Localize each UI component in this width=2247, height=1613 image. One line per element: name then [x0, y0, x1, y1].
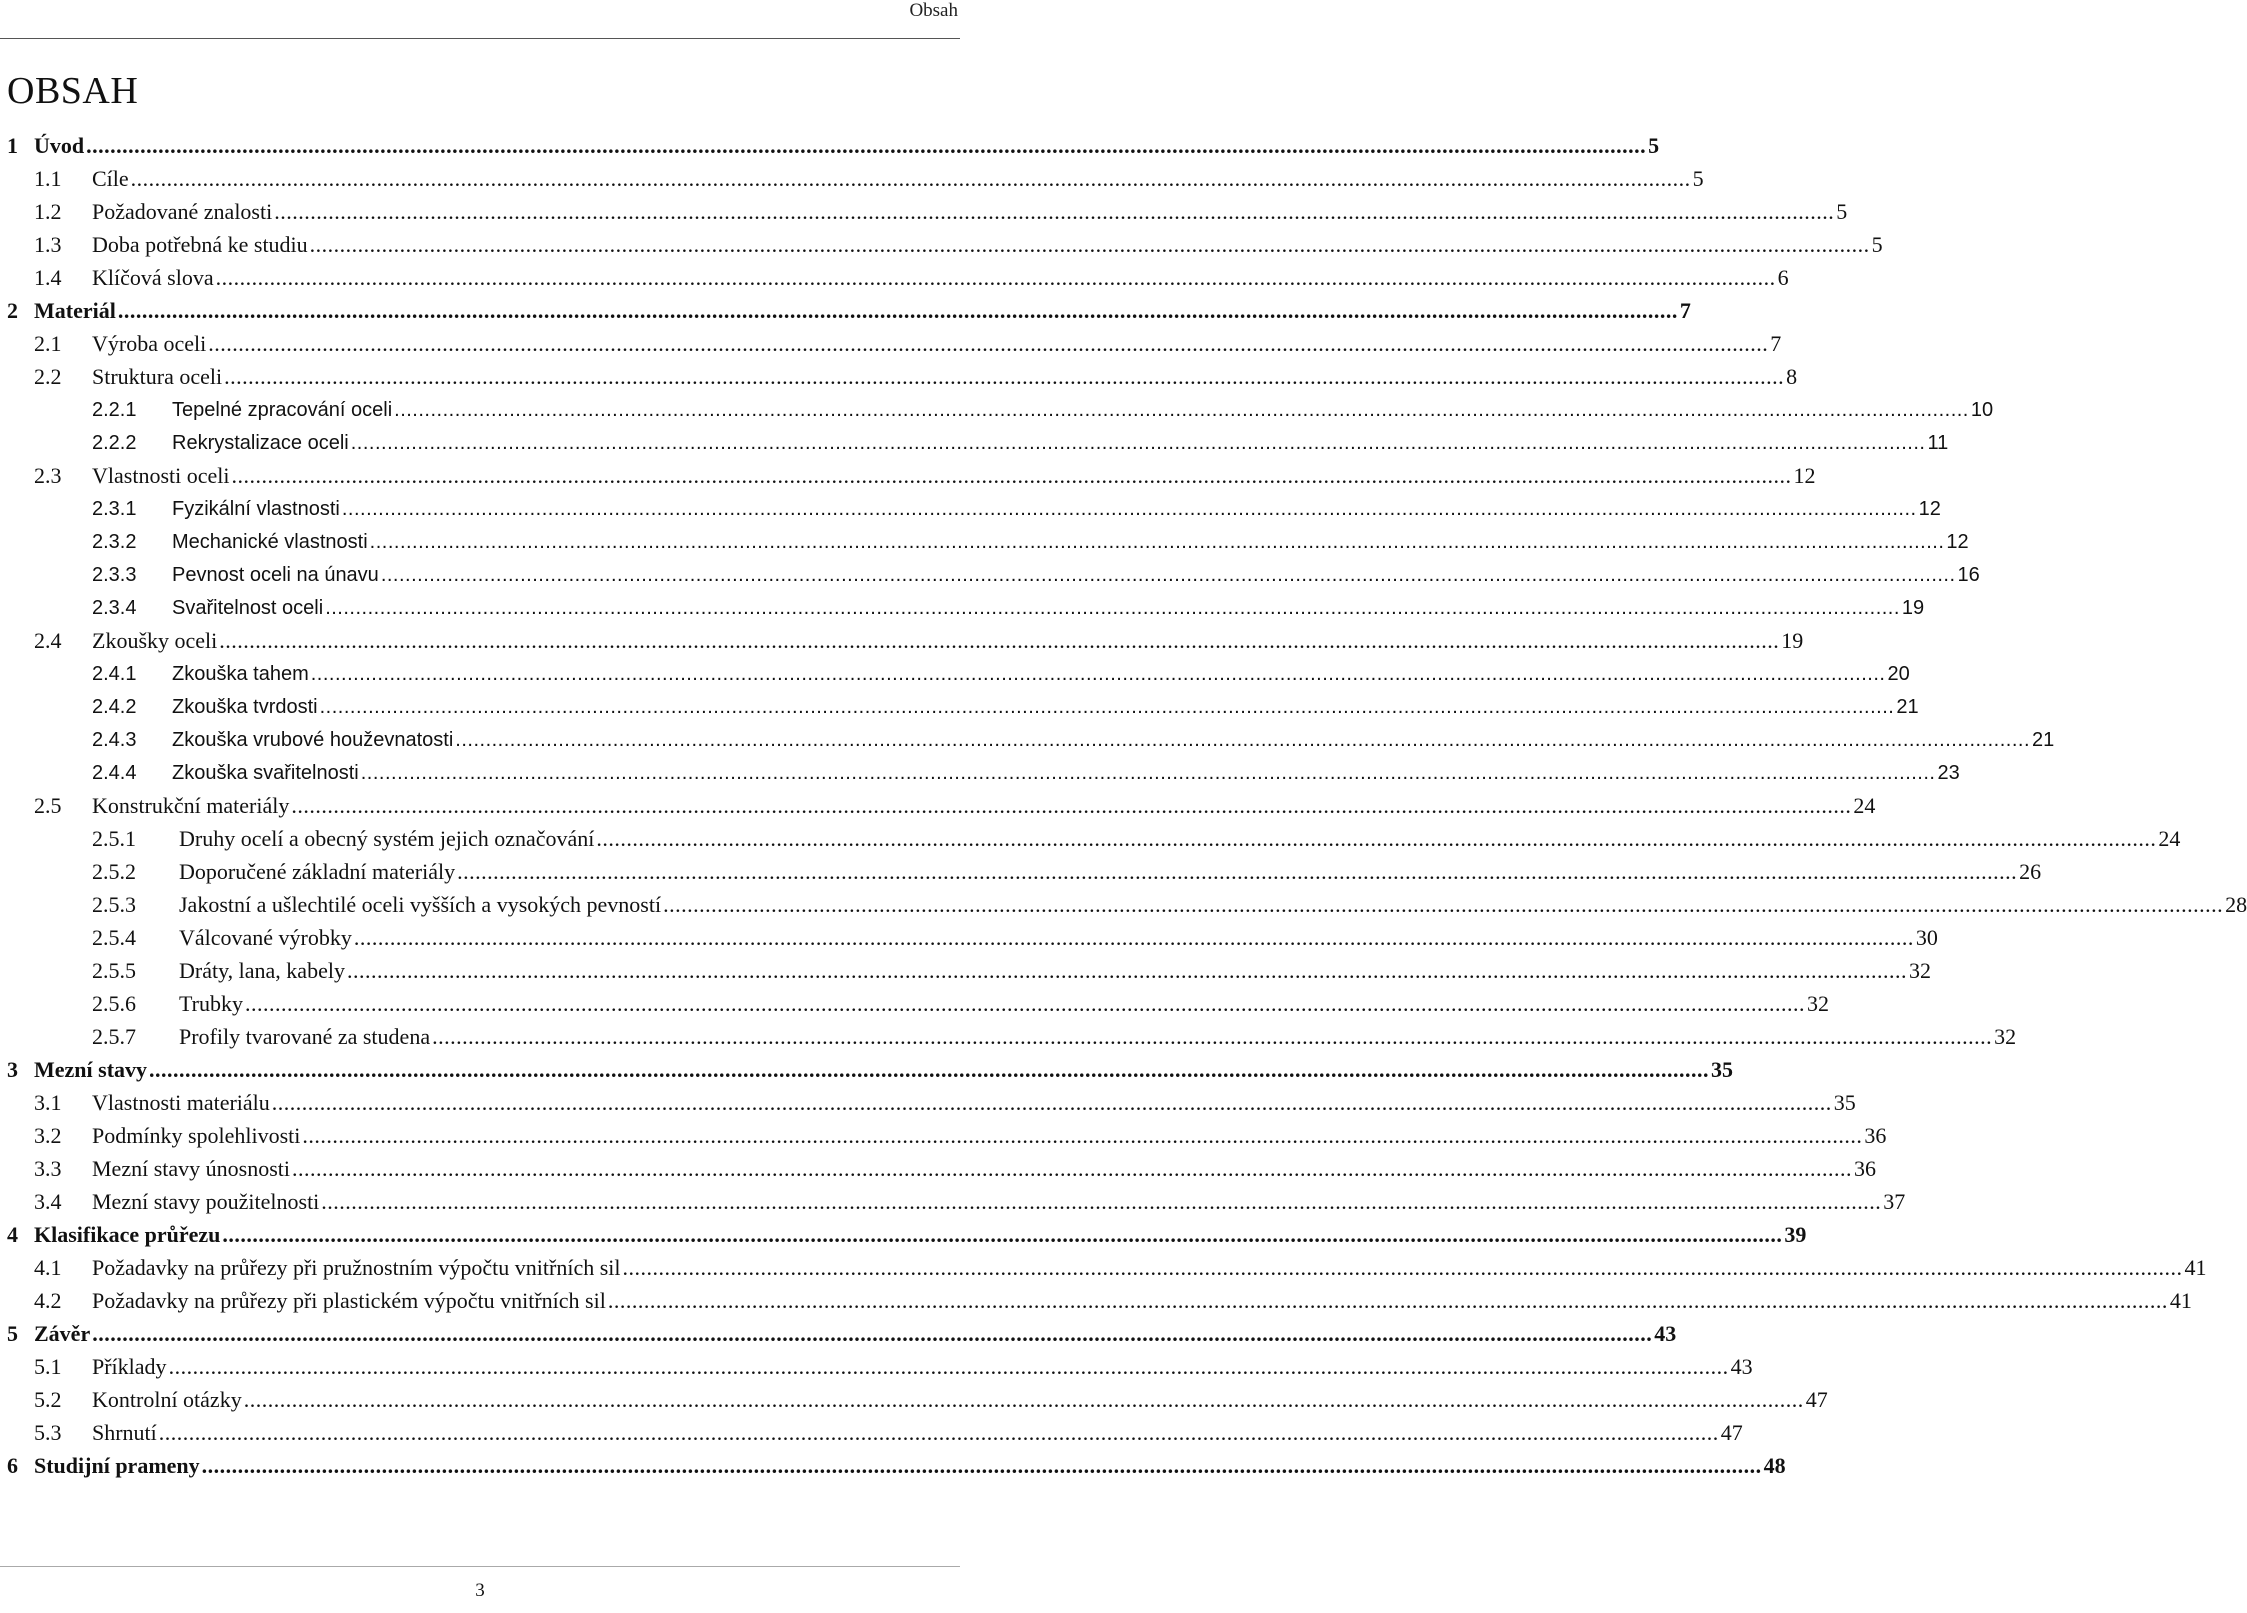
dot-leader: ....................................................................................................................................................................................................................................................................	[130, 166, 1691, 191]
toc-entry[interactable]	[7, 922, 1938, 954]
toc-entry[interactable]	[7, 1186, 1906, 1218]
toc-entry-number: 6	[7, 1450, 18, 1482]
header-rule	[0, 38, 960, 39]
toc-entry-title: Tepelné zpracování oceli	[172, 394, 394, 426]
toc-entry-page: 21	[2032, 729, 2055, 751]
toc-entry-title: Cíle	[92, 163, 131, 195]
toc-entry[interactable]	[7, 955, 1931, 987]
toc-entry-number: 1.3	[34, 229, 62, 261]
toc-entry-title: Zkoušky oceli	[92, 625, 219, 657]
dot-leader: ....................................................................................................................................................................................................................................................................	[432, 1024, 1993, 1049]
toc-entry[interactable]	[7, 493, 1941, 525]
toc-entry[interactable]	[7, 1384, 1828, 1416]
dot-leader: ....................................................................................................................................................................................................................................................................	[302, 1123, 1863, 1148]
toc-entry[interactable]	[7, 790, 1876, 822]
toc-entry-title: Klíčová slova	[92, 262, 216, 294]
toc-entry[interactable]	[7, 229, 1883, 261]
toc-entry-page: 10	[1970, 399, 1994, 421]
toc-entry-page: 5	[1692, 166, 1704, 191]
dot-leader: ....................................................................................................................................................................................................................................................................	[292, 1156, 1852, 1181]
toc-entry-number: 2.3	[34, 460, 62, 492]
toc-entry-number: 2.3.3	[92, 559, 136, 591]
toc-entry[interactable]	[7, 757, 1960, 789]
toc-entry-number: 2.5.6	[92, 988, 136, 1020]
toc-entry-page: 12	[1793, 463, 1816, 488]
toc-entry[interactable]	[7, 460, 1816, 492]
toc-entry-title: Zkouška tahem	[172, 658, 311, 690]
toc-entry[interactable]	[7, 196, 1848, 228]
toc-entry-number: 2.5.7	[92, 1021, 136, 1053]
footer-rule	[0, 1566, 960, 1567]
dot-leader: ....................................................................................................................................................................................................................................................................	[394, 399, 1969, 421]
toc-entry[interactable]	[7, 361, 1798, 393]
toc-entry-title: Vlastnosti materiálu	[92, 1087, 272, 1119]
toc-entry-page: 36	[1854, 1156, 1876, 1181]
toc-entry-title: Jakostní a ušlechtilé oceli vyšších a vysokých pevností	[179, 889, 663, 921]
toc-entry-title: Mechanické vlastnosti	[172, 526, 370, 558]
toc-entry-page: 19	[1901, 597, 1925, 619]
toc-entry[interactable]	[7, 1450, 1786, 1482]
dot-leader: ....................................................................................................................................................................................................................................................................	[231, 463, 1792, 488]
toc-entry-page: 7	[1679, 298, 1691, 323]
dot-leader: ....................................................................................................................................................................................................................................................................	[168, 1354, 1729, 1379]
toc-entry-number: 1.2	[34, 196, 62, 228]
toc-entry-page: 5	[1836, 199, 1848, 224]
toc-entry-title: Mezní stavy	[34, 1054, 149, 1086]
toc-entry-number: 2.2	[34, 361, 62, 393]
toc-entry-number: 5.2	[34, 1384, 62, 1416]
dot-leader: ....................................................................................................................................................................................................................................................................	[310, 663, 1886, 685]
toc-entry-number: 2.4.4	[92, 757, 136, 789]
toc-entry-title: Úvod	[34, 130, 86, 162]
toc-entry[interactable]	[7, 163, 1704, 195]
dot-leader: ....................................................................................................................................................................................................................................................................	[319, 696, 1895, 718]
toc-entry[interactable]	[7, 328, 1782, 360]
dot-leader: ....................................................................................................................................................................................................................................................................	[86, 133, 1647, 158]
toc-entry-page: 47	[1805, 1387, 1828, 1412]
toc-entry-number: 2.5.1	[92, 823, 136, 855]
toc-entry-title: Závěr	[34, 1318, 92, 1350]
toc-entry-number: 4	[7, 1219, 18, 1251]
toc-entry-page: 39	[1784, 1222, 1807, 1247]
toc-entry[interactable]	[7, 526, 1969, 558]
toc-entry-page: 16	[1957, 564, 1980, 586]
toc-entry-title: Mezní stavy únosnosti	[92, 1153, 292, 1185]
toc-entry[interactable]	[7, 691, 1919, 723]
dot-leader: ....................................................................................................................................................................................................................................................................	[158, 1420, 1719, 1445]
toc-entry-number: 2.5.4	[92, 922, 136, 954]
toc-entry-title: Shrnutí	[92, 1417, 159, 1449]
toc-entry[interactable]	[7, 1219, 1807, 1251]
toc-entry-number: 5	[7, 1318, 18, 1350]
toc-entry-title: Zkouška tvrdosti	[172, 691, 320, 723]
toc-entry-title: Zkouška vrubové houževnatosti	[172, 724, 455, 756]
toc-entry-number: 3	[7, 1054, 18, 1086]
dot-leader: ....................................................................................................................................................................................................................................................................	[341, 498, 1917, 520]
toc-entry-page: 5	[1871, 232, 1883, 257]
dot-leader: ....................................................................................................................................................................................................................................................................	[607, 1288, 2168, 1313]
toc-entry[interactable]	[7, 1021, 2017, 1053]
dot-leader: ....................................................................................................................................................................................................................................................................	[309, 232, 1870, 257]
dot-leader: ....................................................................................................................................................................................................................................................................	[369, 531, 1945, 553]
toc-entry-number: 1.4	[34, 262, 62, 294]
toc-entry[interactable]	[7, 262, 1789, 294]
toc-entry[interactable]	[7, 889, 2247, 921]
toc-entry-title: Válcované výrobky	[179, 922, 354, 954]
toc-entry-number: 2	[7, 295, 18, 327]
toc-entry[interactable]	[7, 988, 1829, 1020]
toc-entry-page: 43	[1730, 1354, 1753, 1379]
toc-entry-page: 35	[1833, 1090, 1856, 1115]
toc-entry[interactable]	[7, 856, 2042, 888]
toc-entry[interactable]	[7, 1087, 1856, 1119]
dot-leader: ....................................................................................................................................................................................................................................................................	[596, 826, 2157, 851]
page-title: OBSAH	[7, 70, 139, 112]
toc-entry-title: Trubky	[179, 988, 245, 1020]
toc-entry-page: 11	[1927, 432, 1949, 454]
toc-entry-page: 32	[1908, 958, 1931, 983]
toc-entry-title: Rekrystalizace oceli	[172, 427, 351, 459]
toc-entry-number: 2.2.2	[92, 427, 136, 459]
dot-leader: ....................................................................................................................................................................................................................................................................	[245, 991, 1805, 1016]
toc-entry-page: 30	[1915, 925, 1938, 950]
toc-entry[interactable]	[7, 1054, 1734, 1086]
toc-entry-page: 20	[1887, 663, 1910, 685]
toc-entry-number: 3.1	[34, 1087, 62, 1119]
toc-entry[interactable]	[7, 1153, 1876, 1185]
toc-entry-title: Materiál	[34, 295, 118, 327]
dot-leader: ....................................................................................................................................................................................................................................................................	[149, 1057, 1710, 1082]
toc-entry-number: 2.3.2	[92, 526, 136, 558]
toc-entry-page: 32	[1807, 991, 1829, 1016]
toc-entry-title: Výroba oceli	[92, 328, 208, 360]
toc-entry[interactable]	[7, 1252, 2207, 1284]
toc-entry-number: 1.1	[34, 163, 62, 195]
dot-leader: ....................................................................................................................................................................................................................................................................	[325, 597, 1900, 619]
toc-entry[interactable]	[7, 625, 1804, 657]
toc-entry-number: 2.3.1	[92, 493, 136, 525]
toc-entry-number: 2.3.4	[92, 592, 136, 624]
dot-leader: ....................................................................................................................................................................................................................................................................	[222, 1222, 1783, 1247]
toc-entry-page: 32	[1994, 1024, 2017, 1049]
toc-entry-title: Doba potřebná ke studiu	[92, 229, 310, 261]
toc-entry-page: 26	[2019, 859, 2042, 884]
toc-entry-page: 24	[1853, 793, 1876, 818]
toc-entry[interactable]	[7, 724, 2055, 756]
dot-leader: ....................................................................................................................................................................................................................................................................	[243, 1387, 1804, 1412]
toc-entry-page: 6	[1777, 265, 1789, 290]
toc-entry-number: 2.4.2	[92, 691, 136, 723]
toc-entry-page: 19	[1781, 628, 1804, 653]
toc-entry-page: 12	[1918, 498, 1941, 520]
toc-entry[interactable]	[7, 1285, 2192, 1317]
toc-entry-number: 5.3	[34, 1417, 62, 1449]
toc-entry-page: 41	[2184, 1255, 2207, 1280]
toc-entry-title: Požadavky na průřezy při pružnostním výpočtu vnitřních sil	[92, 1252, 623, 1284]
dot-leader: ....................................................................................................................................................................................................................................................................	[215, 265, 1776, 290]
toc-entry-page: 7	[1770, 331, 1782, 356]
toc-entry-number: 2.5.2	[92, 856, 136, 888]
toc-entry-title: Profily tvarované za studena	[179, 1021, 432, 1053]
toc-entry-page: 24	[2158, 826, 2181, 851]
toc-entry[interactable]	[7, 592, 1925, 624]
toc-entry-title: Svařitelnost oceli	[172, 592, 325, 624]
toc-entry-title: Struktura oceli	[92, 361, 224, 393]
toc-entry-title: Klasifikace průřezu	[34, 1219, 222, 1251]
toc-entry[interactable]	[7, 1318, 1677, 1350]
toc-entry-number: 5.1	[34, 1351, 62, 1383]
toc-entry[interactable]	[7, 559, 1980, 591]
toc-entry-page: 47	[1720, 1420, 1743, 1445]
toc-entry[interactable]	[7, 1351, 1753, 1383]
dot-leader: ....................................................................................................................................................................................................................................................................	[274, 199, 1835, 224]
toc-entry-page: 12	[1946, 531, 1969, 553]
toc-entry[interactable]	[7, 427, 1949, 459]
toc-entry[interactable]	[7, 130, 1660, 162]
toc-entry[interactable]	[7, 1417, 1743, 1449]
toc-entry-number: 1	[7, 130, 18, 162]
dot-leader: ....................................................................................................................................................................................................................................................................	[457, 859, 2018, 884]
toc-entry-title: Požadavky na průřezy při plastickém výpočtu vnitřních sil	[92, 1285, 608, 1317]
toc-entry-page: 35	[1711, 1057, 1734, 1082]
dot-leader: ....................................................................................................................................................................................................................................................................	[663, 892, 2224, 917]
dot-leader: ....................................................................................................................................................................................................................................................................	[321, 1189, 1882, 1214]
toc-entry-title: Kontrolní otázky	[92, 1384, 244, 1416]
toc-entry-page: 21	[1896, 696, 1919, 718]
dot-leader: ....................................................................................................................................................................................................................................................................	[117, 298, 1678, 323]
toc-entry-title: Konstrukční materiály	[92, 790, 291, 822]
dot-leader: ....................................................................................................................................................................................................................................................................	[622, 1255, 2183, 1280]
toc-entry-page: 5	[1648, 133, 1660, 158]
toc-entry-title: Příklady	[92, 1351, 169, 1383]
toc-entry-number: 2.2.1	[92, 394, 136, 426]
dot-leader: ....................................................................................................................................................................................................................................................................	[224, 364, 1785, 389]
toc-entry-page: 36	[1864, 1123, 1887, 1148]
toc-entry-page: 8	[1786, 364, 1798, 389]
toc-entry-title: Dráty, lana, kabely	[179, 955, 347, 987]
toc-entry-number: 2.5.5	[92, 955, 136, 987]
toc-entry-number: 3.4	[34, 1186, 62, 1218]
toc-entry-number: 2.4.1	[92, 658, 136, 690]
toc-entry-number: 4.2	[34, 1285, 62, 1317]
dot-leader: ....................................................................................................................................................................................................................................................................	[271, 1090, 1832, 1115]
toc-entry-number: 2.5	[34, 790, 62, 822]
toc-entry-title: Podmínky spolehlivosti	[92, 1120, 302, 1152]
toc-entry-title: Doporučené základní materiály	[179, 856, 457, 888]
toc-entry-title: Fyzikální vlastnosti	[172, 493, 342, 525]
toc-entry-page: 41	[2169, 1288, 2192, 1313]
toc-entry-page: 37	[1883, 1189, 1906, 1214]
toc-entry-number: 2.1	[34, 328, 62, 360]
dot-leader: ....................................................................................................................................................................................................................................................................	[353, 925, 1914, 950]
toc-entry-title: Druhy ocelí a obecný systém jejich označování	[179, 823, 596, 855]
running-header: Obsah	[909, 0, 958, 21]
dot-leader: ....................................................................................................................................................................................................................................................................	[360, 762, 1936, 784]
toc-entry[interactable]	[7, 1120, 1887, 1152]
dot-leader: ....................................................................................................................................................................................................................................................................	[291, 793, 1852, 818]
toc-entry-number: 3.2	[34, 1120, 62, 1152]
toc-entry-title: Mezní stavy použitelnosti	[92, 1186, 321, 1218]
dot-leader: ....................................................................................................................................................................................................................................................................	[219, 628, 1780, 653]
toc-entry-number: 2.4	[34, 625, 62, 657]
toc-entry-title: Zkouška svařitelnosti	[172, 757, 361, 789]
toc-entry-page: 23	[1937, 762, 1960, 784]
dot-leader: ....................................................................................................................................................................................................................................................................	[455, 729, 2031, 751]
dot-leader: ....................................................................................................................................................................................................................................................................	[92, 1321, 1653, 1346]
toc-entry[interactable]	[7, 658, 1910, 690]
toc-entry-number: 2.5.3	[92, 889, 136, 921]
toc-entry-page: 28	[2225, 892, 2247, 917]
dot-leader: ....................................................................................................................................................................................................................................................................	[346, 958, 1907, 983]
toc-entry-page: 43	[1654, 1321, 1677, 1346]
toc-entry[interactable]	[7, 295, 1691, 327]
dot-leader: ....................................................................................................................................................................................................................................................................	[350, 432, 1926, 454]
dot-leader: ....................................................................................................................................................................................................................................................................	[201, 1453, 1762, 1478]
toc-entry[interactable]	[7, 823, 2181, 855]
dot-leader: ....................................................................................................................................................................................................................................................................	[380, 564, 1956, 586]
dot-leader: ....................................................................................................................................................................................................................................................................	[208, 331, 1769, 356]
toc-entry-title: Požadované znalosti	[92, 196, 274, 228]
toc-entry-page: 48	[1763, 1453, 1786, 1478]
toc-entry-title: Vlastnosti oceli	[92, 460, 231, 492]
toc-entry[interactable]	[7, 394, 1994, 426]
toc-entry-number: 3.3	[34, 1153, 62, 1185]
toc-entry-number: 4.1	[34, 1252, 62, 1284]
toc-entry-number: 2.4.3	[92, 724, 136, 756]
toc-entry-title: Pevnost oceli na únavu	[172, 559, 381, 591]
toc-entry-title: Studijní prameny	[34, 1450, 202, 1482]
page-number: 3	[475, 1580, 485, 1601]
